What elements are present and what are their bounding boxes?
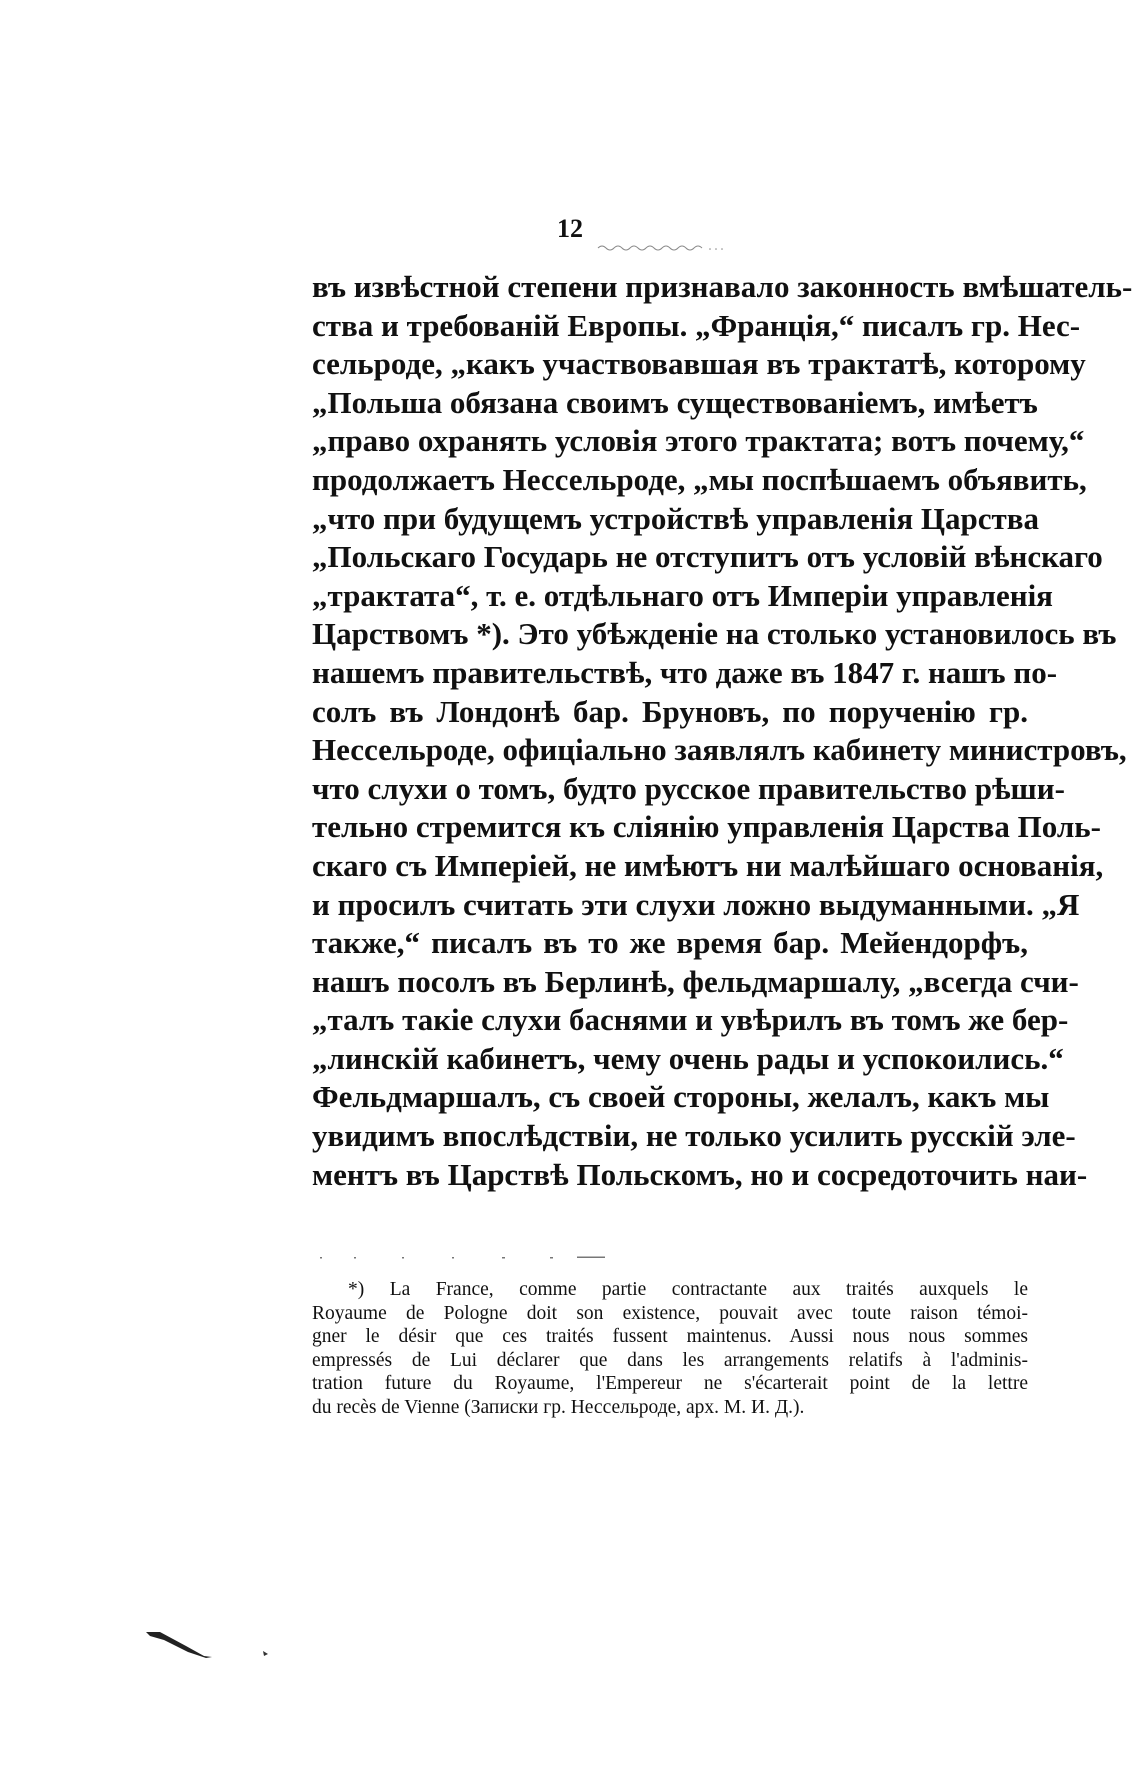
footnote-line: du recès de Vienne (Записки гр. Нессельроде, арх. М. И. Д.). <box>312 1396 805 1418</box>
footnote-separator <box>312 1255 712 1259</box>
page-number-ornament <box>598 244 726 252</box>
text-line: нашъ посолъ въ Берлинѣ, фельдмаршалу, „всегда счи- <box>312 963 1079 999</box>
text-line: ментъ въ Царствѣ Польскомъ, но и сосредоточить наи- <box>312 1156 1088 1192</box>
text-line: „что при будущемъ устройствѣ управленія Царства <box>312 500 1039 536</box>
text-line: въ извѣстной степени признавало законность вмѣшатель- <box>312 269 1133 304</box>
text-line: также,“ писалъ въ то же время бар. Мейендорфъ, <box>312 925 1028 961</box>
footnote-line: Royaume de Pologne doit son existence, pouvait avec toute raison témoi- <box>312 1302 1028 1324</box>
text-line: нашемъ правительствѣ, что даже въ 1847 г. нашъ по- <box>312 654 1058 690</box>
text-line: сельроде, „какъ участвовавшая въ трактатѣ, которому <box>312 346 1086 382</box>
footnote-line: *) La France, comme partie contractante aux traités auxquels le <box>348 1279 1028 1300</box>
text-line: и просилъ считать эти слухи ложно выдуманными. „Я <box>312 886 1080 922</box>
text-line: продолжаетъ Нессельроде, „мы поспѣшаемъ объявить, <box>312 461 1087 497</box>
scan-speck <box>262 1650 270 1658</box>
text-line: ства и требованій Европы. „Франція,“ писалъ гр. Нес- <box>312 307 1081 343</box>
text-line: „трактата“, т. е. отдѣльнаго отъ Имперіи управленія <box>312 577 1053 613</box>
scan-mark <box>146 1630 216 1660</box>
text-line: „Польскаго Государь не отступитъ отъ условій вѣнскаго <box>312 539 1103 575</box>
text-line: увидимъ впослѣдствіи, не только усилить русскій эле- <box>312 1118 1076 1154</box>
page-number: 12 <box>557 214 583 243</box>
text-line: „право охранять условія этого трактата; вотъ почему,“ <box>312 423 1085 459</box>
text-line: Фельдмаршалъ, съ своей стороны, желалъ, какъ мы <box>312 1079 1050 1115</box>
text-line: скаго съ Имперіей, не имѣютъ ни малѣйшаго основанія, <box>312 847 1104 883</box>
text-line: солъ въ Лондонѣ бар. Бруновъ, по порученію гр. <box>312 693 1028 729</box>
text-line: „талъ такіе слухи баснями и увѣрилъ въ томъ же бер- <box>312 1002 1069 1038</box>
main-text <box>312 268 1133 1194</box>
text-line: „линскій кабинетъ, чему очень рады и успокоились.“ <box>312 1040 1064 1076</box>
text-line: Царствомъ *). Это убѣжденіе на столько установилось въ <box>312 616 1117 652</box>
footnote-line: tration future du Royaume, l'Empereur ne s'écarterait point de la lettre <box>312 1373 1028 1395</box>
footnote <box>312 1278 1028 1420</box>
text-line: „Польша обязана своимъ существованіемъ, имѣетъ <box>312 384 1038 420</box>
footnote-line: gner le désir que ces traités fussent maintenus. Aussi nous nous sommes <box>312 1326 1028 1348</box>
text-line: тельно стремится къ сліянію управленія Царства Поль- <box>312 809 1101 845</box>
footnote-line: empressés de Lui déclarer que dans les arrangements relatifs à l'adminis- <box>312 1349 1028 1371</box>
text-line: Нессельроде, офиціально заявлялъ кабинету министровъ, <box>312 732 1127 768</box>
text-line: что слухи о томъ, будто русское правительство рѣши- <box>312 770 1065 806</box>
